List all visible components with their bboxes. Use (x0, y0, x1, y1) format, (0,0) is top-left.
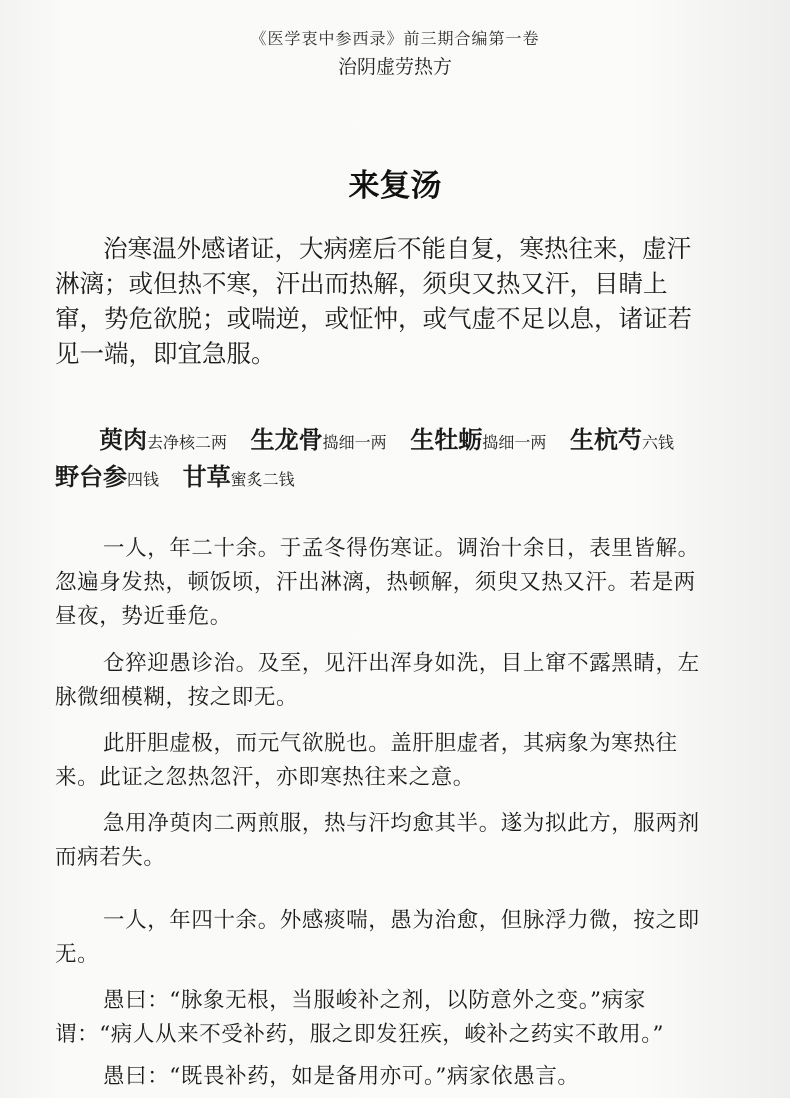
ingredient-note: 去净核二两 (147, 433, 228, 452)
ingredient-note: 捣细一两 (322, 433, 387, 452)
ingredient-name: 野台参 (55, 463, 127, 491)
case2-paragraph: 一人，年四十余。外感痰喘，愚为治愈，但脉浮力微，按之即无。 (55, 908, 700, 967)
ingredient-name: 生杭芍 (569, 426, 642, 454)
ingredient-name: 生龙骨 (250, 426, 323, 454)
case1-paragraph: 仓猝迎愚诊治。及至，见汗出浑身如洗，目上窜不露黑睛，左脉微细模糊，按之即无。 (55, 651, 700, 710)
ingredient-name: 萸肉 (99, 426, 147, 454)
ingredient-name: 生牡蛎 (410, 426, 483, 454)
ingredient-item (251, 426, 387, 454)
running-title: 《医学衷中参西录》前三期合编第一卷 (250, 29, 540, 48)
ingredient-note: 四钱 (127, 470, 160, 489)
ingredient-note: 六钱 (641, 433, 674, 452)
case1-paragraph: 一人，年二十余。于孟冬得伤寒证。调治十余日，表里皆解。忽遍身发热，顿饭顷，汗出淋漓，热顿解，须臾又热又汗。若是两昼夜，势近垂危。 (55, 536, 700, 629)
ingredient-note: 蜜炙二钱 (230, 470, 295, 489)
ingredient-item (410, 426, 546, 454)
ingredient-item (570, 426, 674, 454)
ingredient-name: 甘草 (182, 463, 231, 491)
case2-paragraph: 愚曰：“脉象无根，当服峻补之剂，以防意外之变。”病家谓：“病人从来不受补药，服之即发狂疾，峻补之药实不敢用。” (55, 988, 665, 1047)
ingredient-note: 捣细一两 (482, 433, 547, 452)
ingredient-item (55, 463, 159, 491)
section-title: 治阴虚劳热方 (337, 56, 452, 78)
case2-paragraph: 愚曰：“既畏补药，如是备用亦可。”病家依愚言。 (103, 1064, 580, 1089)
case1-paragraph: 此肝胆虚极，而元气欲脱也。盖肝胆虚者，其病象为寒热往来。此证之忽热忽汗，亦即寒热往来之意。 (55, 731, 678, 790)
formula-title: 来复汤 (348, 168, 442, 204)
indications-paragraph: 治寒温外感诸证，大病瘥后不能自复，寒热往来，虚汗淋漓；或但热不寒，汗出而热解，须臾又热又汗，目睛上窜，势危欲脱；或喘逆，或怔忡，或气虚不足以息，诸证若见一端，即宜急服。 (55, 234, 692, 368)
ingredient-item (99, 426, 227, 454)
case1-paragraph: 急用净萸肉二两煎服，热与汗均愈其半。遂为拟此方，服两剂而病若失。 (55, 811, 700, 870)
ingredient-item (183, 463, 295, 491)
ingredients-list (55, 423, 735, 497)
